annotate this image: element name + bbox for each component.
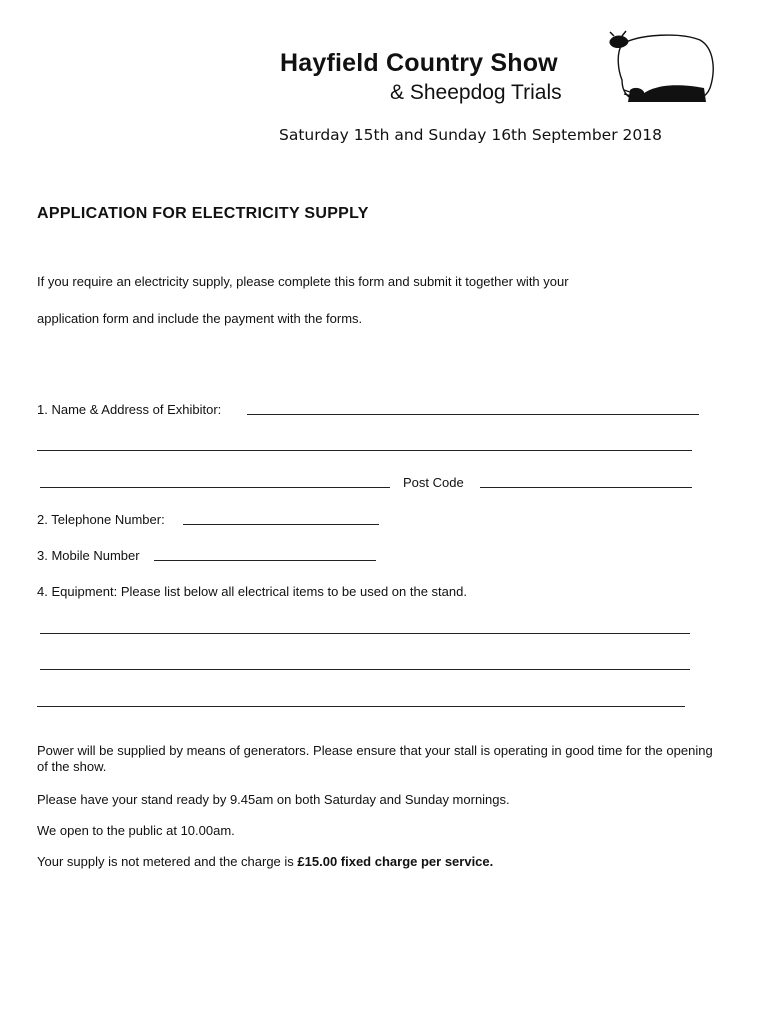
intro-line-1: If you require an electricity supply, please complete this form and submit it together with your <box>37 274 569 289</box>
name-address-field[interactable] <box>247 414 699 415</box>
charge-amount: £15.00 fixed charge per service. <box>297 854 494 869</box>
power-note: Power will be supplied by means of generators. Please ensure that your stall is operating in good time for the opening of the show. <box>37 743 713 774</box>
address-line-3-field[interactable] <box>40 487 390 488</box>
telephone-field[interactable] <box>183 524 379 525</box>
equipment-line-1-field[interactable] <box>40 633 690 634</box>
show-subtitle: & Sheepdog Trials <box>390 81 562 104</box>
equipment-label: 4. Equipment: Please list below all electrical items to be used on the stand. <box>37 584 467 599</box>
show-title: Hayfield Country Show <box>280 49 558 77</box>
charge-note <box>37 854 717 870</box>
mobile-label: 3. Mobile Number <box>37 548 140 563</box>
telephone-label: 2. Telephone Number: <box>37 512 165 527</box>
address-line-2-field[interactable] <box>37 450 692 451</box>
equipment-line-3-field[interactable] <box>37 706 685 707</box>
mobile-field[interactable] <box>154 560 376 561</box>
postcode-field[interactable] <box>480 487 692 488</box>
show-date: Saturday 15th and Sunday 16th September 2018 <box>279 126 662 144</box>
name-address-label: 1. Name & Address of Exhibitor: <box>37 402 222 417</box>
charge-text: Your supply is not metered and the charge is <box>37 854 298 869</box>
opening-note: We open to the public at 10.00am. <box>37 823 235 838</box>
sheep-icon <box>600 30 716 110</box>
equipment-line-2-field[interactable] <box>40 669 690 670</box>
intro-line-2: application form and include the payment with the forms. <box>37 311 363 326</box>
ready-note: Please have your stand ready by 9.45am on both Saturday and Sunday mornings. <box>37 792 510 807</box>
form-heading: APPLICATION FOR ELECTRICITY SUPPLY <box>37 205 369 222</box>
postcode-label: Post Code <box>403 475 464 490</box>
